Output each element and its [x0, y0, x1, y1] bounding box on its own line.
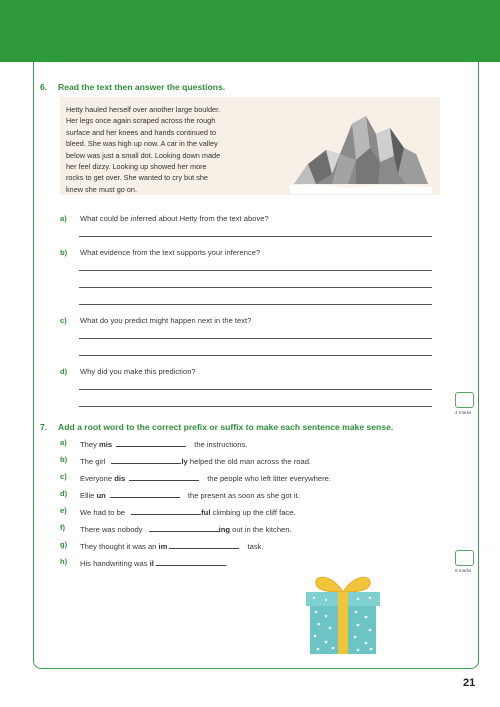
- page-number: 21: [463, 677, 476, 689]
- affix: ly: [181, 457, 188, 466]
- sentence-after: the people who left litter everywhere.: [205, 474, 331, 483]
- sentence-before: Everyone: [80, 474, 115, 483]
- sentence-label: e): [60, 506, 67, 515]
- gift-illustration: [300, 570, 386, 656]
- blank-line[interactable]: [149, 523, 219, 532]
- question-label: b): [60, 248, 68, 257]
- q7-marks-label: 8 marks: [455, 568, 472, 573]
- affix: im: [158, 542, 168, 551]
- blank-line[interactable]: [156, 557, 226, 566]
- q6-instruction: Read the text then answer the questions.: [58, 82, 226, 92]
- sentence-text: [80, 540, 264, 551]
- answer-line[interactable]: [79, 270, 432, 271]
- sentence-label: f): [60, 523, 66, 532]
- answer-line[interactable]: [79, 406, 432, 407]
- passage-line: Her legs once again scraped across the rough: [66, 116, 216, 126]
- rocks-illustration: [286, 104, 436, 194]
- blank-line[interactable]: [131, 506, 201, 515]
- sentence-label: d): [60, 489, 68, 498]
- passage-line: her feel dizzy. Looking up showed her more: [66, 162, 207, 172]
- sentence-text: [80, 472, 331, 483]
- question-text: What evidence from the text supports your inference?: [80, 248, 261, 257]
- blank-line[interactable]: [110, 489, 180, 498]
- q6-number: 6.: [40, 82, 48, 92]
- passage-text: [66, 104, 266, 195]
- answer-line[interactable]: [79, 304, 432, 305]
- sentence-text: [80, 506, 296, 517]
- sentence-before: We had to be: [80, 508, 128, 517]
- question-text: What do you predict might happen next in the text?: [80, 316, 252, 325]
- header-band: [0, 0, 500, 62]
- question-label: a): [60, 214, 67, 223]
- question-text: Why did you make this prediction?: [80, 367, 196, 376]
- sentence-before: Ellie: [80, 491, 97, 500]
- blank-line[interactable]: [169, 540, 239, 549]
- question-text: What could be inferred about Hetty from the text above?: [80, 214, 269, 223]
- sentence-label: g): [60, 540, 68, 549]
- sentence-after: climbing up the cliff face.: [210, 508, 296, 517]
- blank-line[interactable]: [116, 438, 186, 447]
- affix: un: [96, 491, 106, 500]
- sentence-text: [80, 489, 300, 500]
- sentence-label: c): [60, 472, 67, 481]
- passage-line: knew she must go on.: [66, 184, 137, 194]
- q7-number: 7.: [40, 422, 48, 432]
- sentence-text: [80, 523, 292, 534]
- sentence-before: They thought it was an: [80, 542, 159, 551]
- answer-line[interactable]: [79, 236, 432, 237]
- blank-line[interactable]: [129, 472, 199, 481]
- sentence-label: b): [60, 455, 68, 464]
- answer-line[interactable]: [79, 355, 432, 356]
- sentence-text: [80, 557, 228, 568]
- sentence-after: helped the old man across the road.: [187, 457, 312, 466]
- sentence-before: The girl: [80, 457, 108, 466]
- sentence-after: .: [225, 559, 228, 568]
- q7-instruction: Add a root word to the correct prefix or suffix to make each sentence make sense.: [58, 422, 394, 432]
- passage-line: below was just a small dot. Looking down made: [66, 150, 221, 160]
- passage-line: bleed. She was high up now. A car in the valley: [66, 139, 218, 149]
- sentence-label: a): [60, 438, 67, 447]
- sentence-after: task.: [245, 542, 264, 551]
- sentence-after: the present as soon as she got it.: [185, 491, 300, 500]
- question-label: c): [60, 316, 67, 325]
- sentence-before: They: [80, 440, 99, 449]
- q6-marks-box[interactable]: [455, 392, 474, 408]
- passage-line: Hetty hauled herself over another large boulder.: [66, 105, 221, 114]
- sentence-label: h): [60, 557, 68, 566]
- affix: ful: [201, 508, 211, 517]
- sentence-before: There was nobody: [80, 525, 145, 534]
- affix: il: [149, 559, 154, 568]
- answer-line[interactable]: [79, 389, 432, 390]
- q7-marks-box[interactable]: [455, 550, 474, 566]
- sentence-text: [80, 438, 247, 449]
- sentence-before: His handwriting was: [80, 559, 150, 568]
- passage-line: rocks to get over. She wanted to cry but she: [66, 173, 208, 183]
- affix: mis: [99, 440, 113, 449]
- blank-line[interactable]: [111, 455, 181, 464]
- affix: dis: [114, 474, 126, 483]
- passage-line: surface and her knees and hands continued to: [66, 127, 217, 137]
- affix: ing: [218, 525, 230, 534]
- question-label: d): [60, 367, 68, 376]
- answer-line[interactable]: [79, 338, 432, 339]
- q6-marks-label: 4 marks: [455, 410, 472, 415]
- sentence-text: [80, 455, 311, 466]
- answer-line[interactable]: [79, 287, 432, 288]
- sentence-after: the instructions.: [192, 440, 248, 449]
- sentence-after: out in the kitchen.: [229, 525, 292, 534]
